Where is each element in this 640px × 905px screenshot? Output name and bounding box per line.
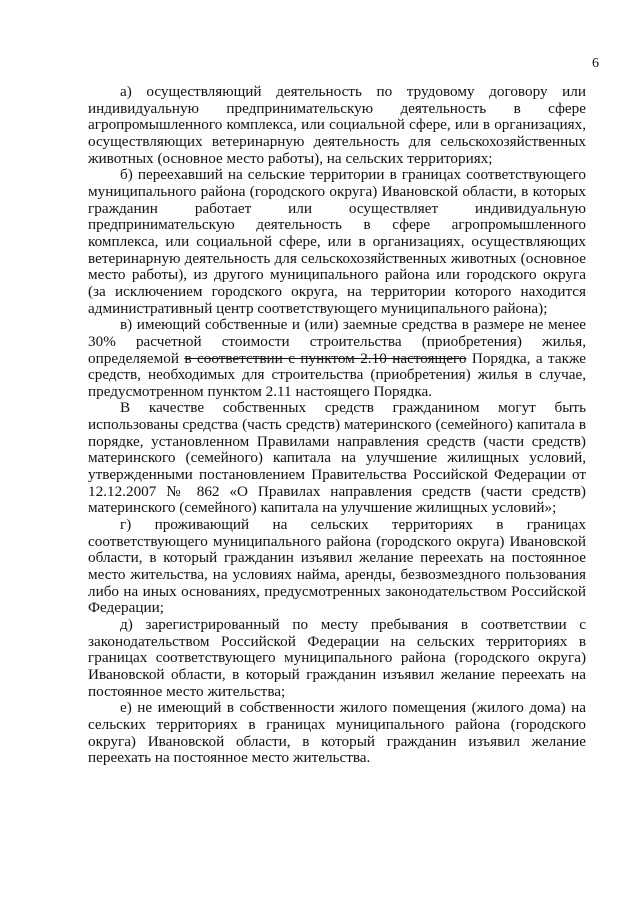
paragraph-b: б) переехавший на сельские территории в границах соответствующего муниципального района (городского округа) Ивановской области, в которых гражданин работает или осуществляет индивидуальную предпринимательскую деятельность в сфере агропромышленного комплекса, или социальной сфере, или в организациях, осуществляющих ветеринарную деятельность для сельскохозяйственных животных (основное место работы), из другого муниципального района или городского округа (за исключением городского округа, на территории которого находится административный центр соответствующего муниципального района);	[88, 166, 586, 317]
paragraph-v	[88, 317, 586, 400]
paragraph-a: а) осуществляющий деятельность по трудовому договору или индивидуальную предпринимательскую деятельность в сфере агропромышленного комплекса, или социальной сфере, или в организациях, осуществляющих ветеринарную деятельность для сельскохозяйственных животных (основное место работы), на сельских территориях;	[88, 83, 586, 167]
paragraph-g: г) проживающий на сельских территориях в границах соответствующего муниципального района (городского округа) Ивановской области, в который гражданин изъявил желание переехать на постоянное место жительства, на условиях найма, аренды, безвозмездного пользования либо на иных основаниях, предусмотренных законодательством Российской Федерации;	[88, 516, 586, 617]
paragraph-e: е) не имеющий в собственности жилого помещения (жилого дома) на сельских территориях в границах муниципального района (городского округа) Ивановской области, в который гражданин изъявил желание переехать на постоянное место жительства.	[88, 699, 586, 767]
paragraph-d: д) зарегистрированный по месту пребывания в соответствии с законодательством Российской Федерации на сельских территориях в границах соответствующего муниципального района (городского округа) Ивановской области, в который гражданин изъявил желание переехать на постоянное место жительства;	[88, 616, 586, 700]
paragraph-v-text-before: в) имеющий собственные и (или) заемные средства в размере не менее 30% расчетной стоимости строительства (приобретения) жилья, определяемой	[88, 316, 586, 367]
paragraph-v-struck-text: в соответствии с пунктом 2.10 настоящего	[184, 349, 467, 367]
paragraph-own-funds: В качестве собственных средств гражданином могут быть использованы средства (часть средств) материнского (семейного) капитала в порядке, установленном Правилами направления средств (части средств) материнского (семейного) капитала на улучшение жилищных условий, утвержденными постановлением Правительства Российской Федерации от 12.12.2007 № 862 «О Правилах направления средств (части средств) материнского (семейного) капитала на улучшение жилищных условий»;	[88, 399, 586, 517]
paragraph-v-text-after: Порядка, а также средств, необходимых для строительства (приобретения) жилья в случае, предусмотренном пунктом 2.11 настоящего Порядка.	[88, 349, 586, 400]
document-body	[88, 84, 586, 767]
page-number: 6	[592, 56, 599, 71]
